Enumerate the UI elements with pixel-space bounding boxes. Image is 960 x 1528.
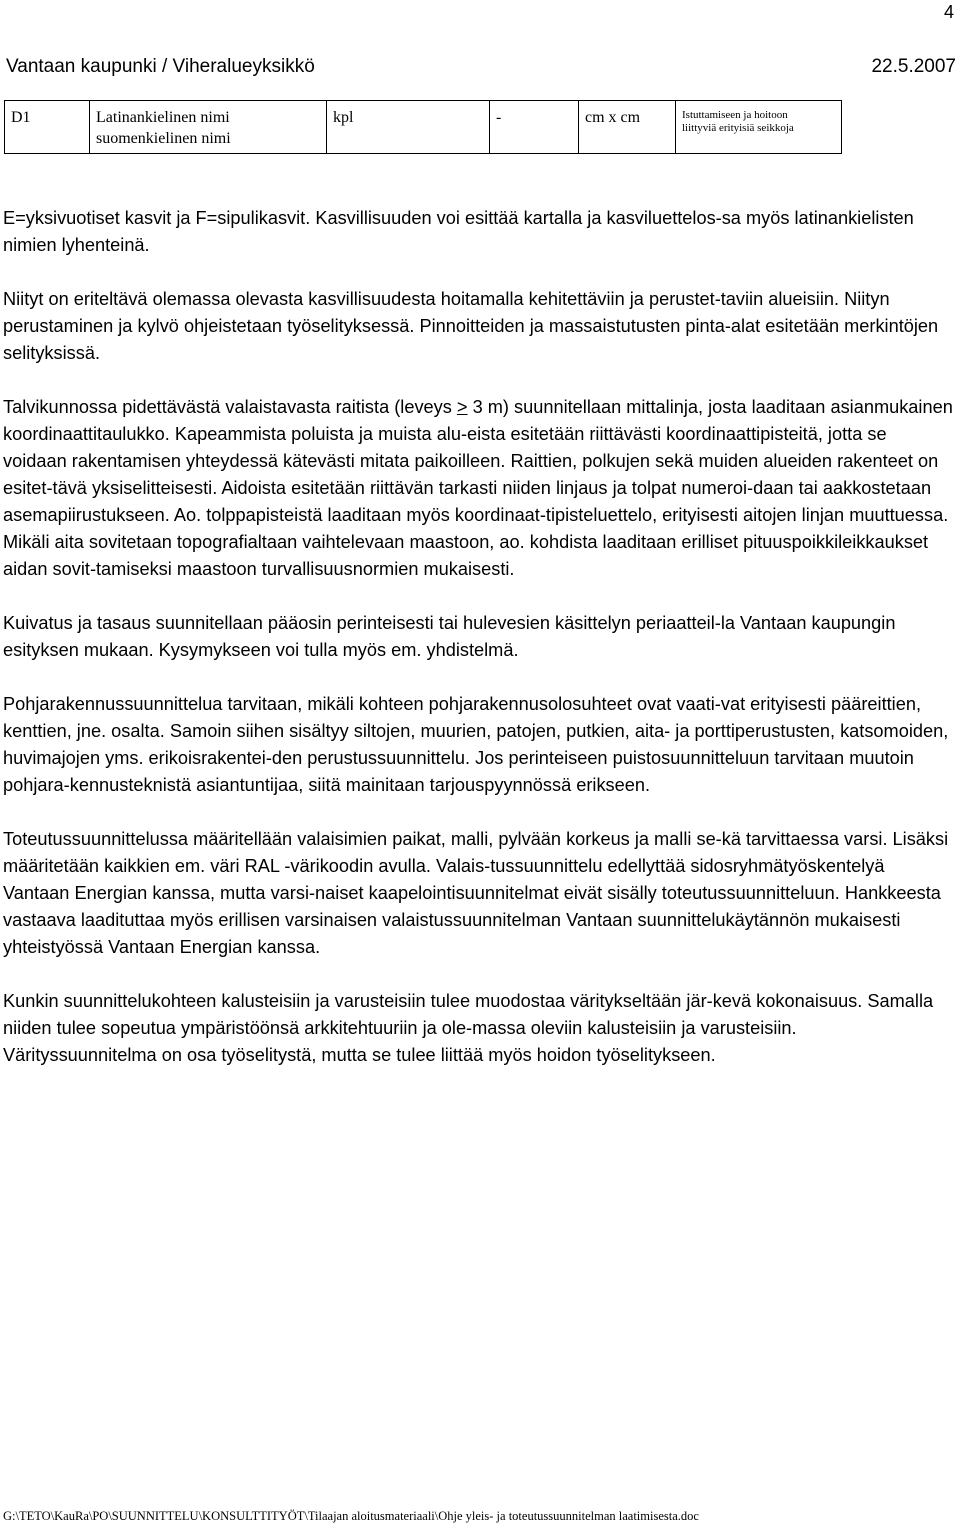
paragraph-paths-start: Talvikunnossa pidettävästä valaistavasta raitista (leveys <box>3 397 457 417</box>
greater-equal-symbol: > <box>456 397 468 417</box>
header-organization: Vantaan kaupunki / Viheralueyksikkö <box>6 56 315 77</box>
legend-latin-name: Latinankielinen nimi <box>96 109 230 126</box>
paragraph-foundations: Pohjarakennussuunnittelua tarvitaan, mikäli kohteen pohjarakennusolosuhteet ovat vaati-vat erityisesti pääreittien, kenttien, jne. osalta. Samoin siihen sisältyy siltojen, muurien, patojen, putkien, aita- ja porttiperustusten, katsomoiden, huvimajojen yms. erikoisrakentei-den perustussuunnittelu. Jos perinteiseen puistosuunnitteluun tarvitaan muutoin pohjara-kennusteknistä asiantuntijaa, siitä mainitaan tarjouspyynnössä erikseen. <box>3 694 949 795</box>
paragraph-drainage: Kuivatus ja tasaus suunnitellaan pääosin perinteisesti tai hulevesien käsittelyn periaatteil-la Vantaan kaupungin esityksen mukaan. Kysymykseen voi tulla myös em. yhdistelmä. <box>3 613 896 660</box>
paragraph-annuals: E=yksivuotiset kasvit ja F=sipulikasvit. Kasvillisuuden voi esittää kartalla ja kasviluettelos-sa myös latinankielisten nimien lyhenteinä. <box>3 208 914 255</box>
page-header <box>6 56 956 82</box>
paragraph-furniture: Kunkin suunnittelukohteen kalusteisiin ja varusteisiin tulee muodostaa väritykseltään jär-kevä kokonaisuus. Samalla niiden tulee sopeutua ympäristöönsä arkkitehtuuriin ja ole-massa oleviin kalusteisiin ja varusteisiin. Värityssuunnitelma on osa työselitystä, mutta se tulee liittää myös hoidon työselitykseen. <box>3 991 934 1065</box>
legend-code: D1 <box>5 101 90 154</box>
legend-finnish-name: suomenkielinen nimi <box>96 130 231 147</box>
legend-size: cm x cm <box>579 101 676 154</box>
paragraph-meadows: Niityt on eriteltävä olemassa olevasta kasvillisuudesta hoitamalla kehitettäviin ja perustet-taviin alueisiin. Niityn perustaminen ja kylvö ohjeistetaan työselityksessä. Pinnoitteiden ja massaistutusten pinta-alat esitetään merkintöjen selityksissä. <box>3 289 939 363</box>
legend-notes <box>676 101 842 154</box>
legend-notes-line1: Istuttamiseen ja hoitoon <box>682 109 788 121</box>
legend-unit: kpl <box>327 101 490 154</box>
footer-file-path: G:\TETO\KauRa\PO\SUUNNITTELU\KONSULTTITYÖT\Tilaajan aloitusmateriaali\Ohje yleis- ja toteutussuunnitelman laatimisesta.doc <box>3 1509 699 1523</box>
paragraph-paths <box>3 394 953 583</box>
table-row <box>5 101 842 154</box>
legend-notes-line2: liittyviä erityisiä seikkoja <box>682 122 794 134</box>
header-date: 22.5.2007 <box>871 56 956 77</box>
legend-names <box>90 101 327 154</box>
body-text <box>3 205 953 1096</box>
page-number: 4 <box>943 2 954 22</box>
paragraph-paths-rest: 3 m) suunnitellaan mittalinja, josta laaditaan asianmukainen koordinaattitaulukko. Kapeammista poluista ja muista alu-eista esitetään riittävästi koordinaattipisteitä, jotta se voidaan rakentamisen yhteydessä kätevästi mitata paikoilleen. Raittien, polkujen sekä muiden alueiden rakenteet on esitet-tävä yksiselitteisesti. Aidoista esitetään riittävän tarkasti niiden linjaus ja tolpat numeroi-daan tai aakkostetaan asemapiirustukseen. Ao. tolppapisteistä laaditaan myös koordinaat-tipisteluettelo, erityisesti aitojen linjan muuttuessa. Mikäli aita sovitetaan topografialtaan vaihtelevaan maastoon, ao. kohdista laaditaan erilliset pituuspoikkileikkaukset aidan sovit-tamiseksi maastoon turvallisuusnormien mukaisesti. <box>3 397 953 579</box>
legend-dash: - <box>490 101 579 154</box>
legend-table <box>4 100 842 154</box>
paragraph-lighting: Toteutussuunnittelussa määritellään valaisimien paikat, malli, pylvään korkeus ja malli se-kä tarvittaessa varsi. Lisäksi määritetään kaikkien em. väri RAL -värikoodin avulla. Valais-tussuunnittelu edellyttää sidosryhmätyöskentelyä Vantaan Energian kanssa, mutta varsi-naiset kaapelointisuunnitelmat eivät sisälly toteutussuunnitteluun. Hankkeesta vastaava laadituttaa myös erillisen varsinaisen valaistussuunnitelman Vantaan suunnittelukäytännön mukaisesti yhteistyössä Vantaan Energian kanssa. <box>3 829 949 957</box>
